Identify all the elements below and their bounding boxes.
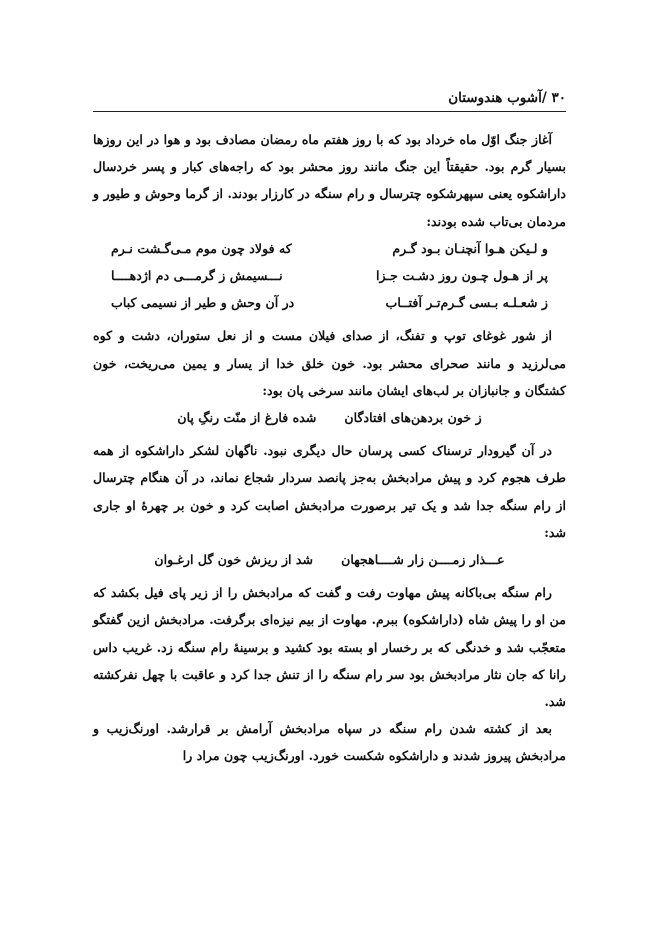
hemistich: نـــسیمش ز گرمـــی دم اژدهــــا [111,268,283,284]
verse-line [93,262,566,289]
hemistich: ز شعـلـه بـسی گـرم‌تـر آفتــاب [385,295,548,311]
hemistich: ز خون بردهن‌های افتادگان [344,410,482,426]
verse-line [93,235,566,262]
hemistich: شد از ریزش خون گل ارغـوان [154,552,314,568]
verse-line [93,546,566,573]
verse-line [93,404,566,431]
paragraph: بعد از کشته شدن رام سنگه در سپاه مرادبخش آرامش بر قرارشد. اورنگ‌زیب و مرادبخش پیروز شدند و داراشکوه شکست خورد. اورنگ‌زیب چون مراد را [93,721,566,764]
page-body [93,126,566,770]
hemistich: که فولاد چون موم مـی‌گـشت نـرم [111,240,292,256]
running-header: ۳۰ /آشوب هندوستان [93,90,566,112]
paragraph: آغاز جنگ اوّل ماه خرداد بود که با روز هفتم ماه رمضان مصادف بود و هوا در این روزها بسیار گرم بود. حقیقتاً این جنگ مانند روز محشر بود که راجه‌های کبار و پسر خردسال داراشکوه یعنی سپهرشکوه چترسال و رام سنگه در کارزار بودند. از گرما وحوش و طیور و مردمان بی‌تاب شده بودند: [93,132,566,229]
paragraph: رام سنگه بی‌باکانه پیش مهاوت رفت و گفت که مرادبخش را از زیر پای فیل بکشد که من او را پیش شاه (داراشکوه) ببرم. مهاوت از بیم نیزه‌ای برگرفت. مرادبخش ازین گفتگو متعجّب شد و خدنگی که بر رخسار او بسته بود کشید و برسینهٔ رام سنگه زد. غریب داس رانا که جان نثار مرادبخش بود سر رام سنگه را از تنش جدا کرد و عاقبت با چهل نفرکشته شد. [93,585,566,710]
hemistich: و لـیکن هـوا آنچنـان بـود گـرم [392,240,548,256]
paragraph: از شور غوغای توپ و تفنگ، از صدای فیلان مست و از نعل ستوران، دشت و کوه می‌لرزید و مانند صحرای محشر بود. خون خلق خدا از یسار و یمین می‌ریخت، خون کشتگان و جانبازان بر لب‌های ایشان مانند سرخی پان بود: [93,328,566,398]
hemistich: عـــذار زمــــن زار شــــاهجهان [341,552,505,568]
hemistich: در آن وحش و طیر از نسیمی کباب [111,295,295,311]
verse-line [93,289,566,316]
paragraph: در آن گیرودار ترسناک کسی پرسان حال دیگری نبود. ناگهان لشکر داراشکوه از همه طرف هجوم کرد و پیش مرادبخش به‌جز پانصد سردار شجاع نماند، در آن هنگام چترسال از رام سنگه جدا شد و یک تیر برصورت مرادبخش اصابت کرد و خون بر چهرهٔ او جاری شد: [93,443,566,540]
hemistich: شده فارغ از منّت رنگِ پان [177,410,317,426]
hemistich: پر از هـول چـون روز دشـت جـزا [376,268,548,284]
